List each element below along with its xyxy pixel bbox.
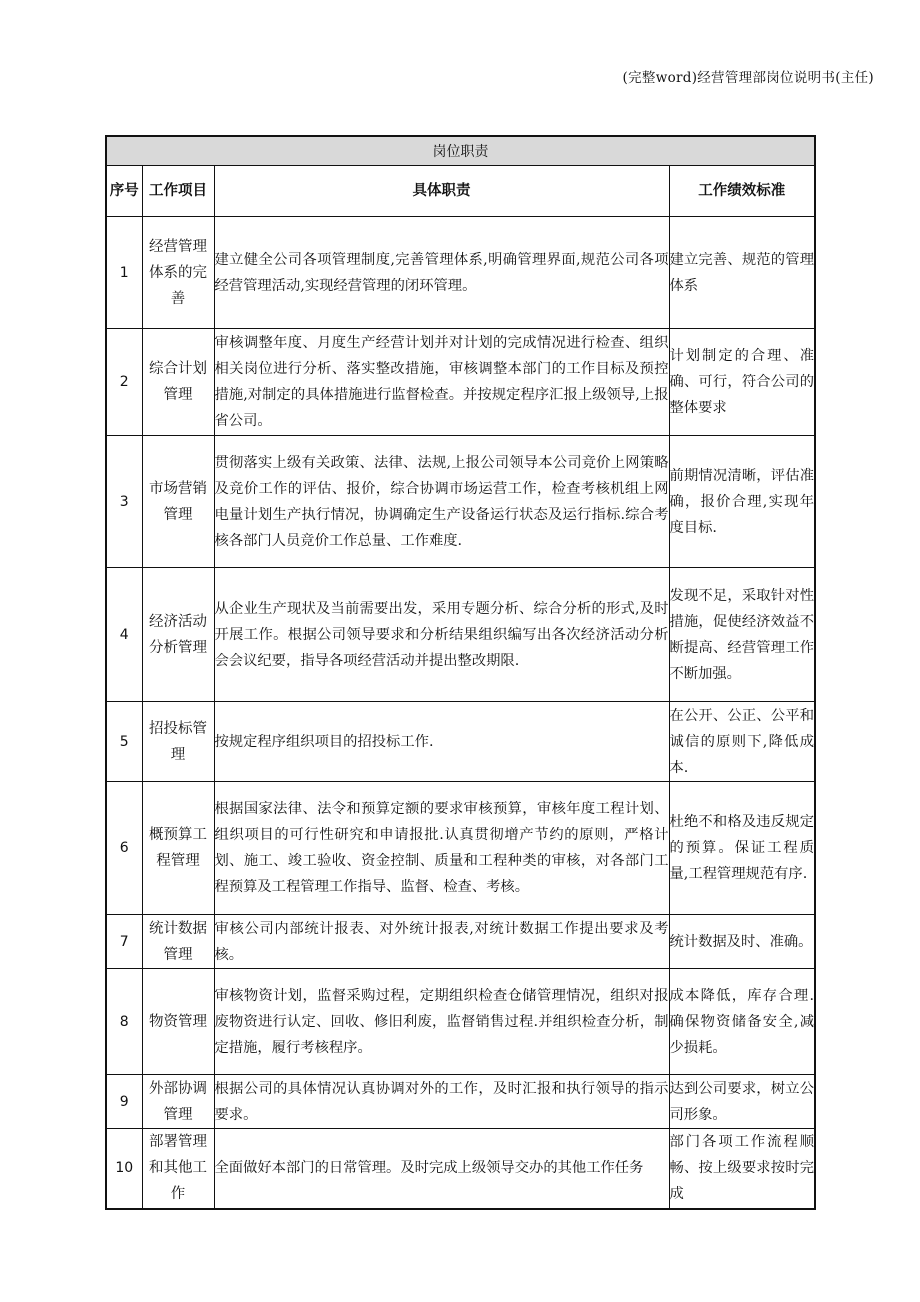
table-row — [106, 1075, 815, 1129]
row-work-item: 部署管理和其他工作 — [142, 1129, 214, 1209]
table-row — [106, 436, 815, 568]
table-row — [106, 568, 815, 702]
row-number: 1 — [106, 217, 142, 329]
row-standard: 建立完善、规范的管理体系 — [669, 217, 815, 329]
row-number: 3 — [106, 436, 142, 568]
row-number: 4 — [106, 568, 142, 702]
row-duty: 建立健全公司各项管理制度,完善管理体系,明确管理界面,规范公司各项经营管理活动,实现经营管理的闭环管理。 — [214, 217, 669, 329]
row-duty: 根据国家法律、法令和预算定额的要求审核预算，审核年度工程计划、组织项目的可行性研究和申请报批.认真贯彻增产节约的原则，严格计划、施工、竣工验收、资金控制、质量和工程种类的审核，对各部门工程预算及工程管理工作指导、监督、检查、考核。 — [214, 782, 669, 915]
row-duty: 根据公司的具体情况认真协调对外的工作，及时汇报和执行领导的指示要求。 — [214, 1075, 669, 1129]
column-header-no: 序号 — [106, 166, 142, 217]
table-row — [106, 782, 815, 915]
row-number: 5 — [106, 702, 142, 782]
row-number: 2 — [106, 329, 142, 436]
row-duty: 按规定程序组织项目的招投标工作. — [214, 702, 669, 782]
table-title: 岗位职责 — [106, 136, 815, 166]
row-standard: 在公开、公正、公平和诚信的原则下,降低成本. — [669, 702, 815, 782]
table-title-row — [106, 136, 815, 166]
table-row — [106, 969, 815, 1075]
row-duty: 从企业生产现状及当前需要出发，采用专题分析、综合分析的形式,及时开展工作。根据公司领导要求和分析结果组织编写出各次经济活动分析会会议纪要，指导各项经营活动并提出整改期限. — [214, 568, 669, 702]
row-duty: 审核调整年度、月度生产经营计划并对计划的完成情况进行检查、组织相关岗位进行分析、落实整改措施，审核调整本部门的工作目标及预控措施,对制定的具体措施进行监督检查。并按规定程序汇报上级领导,上报省公司。 — [214, 329, 669, 436]
row-number: 7 — [106, 915, 142, 969]
row-standard: 前期情况清晰，评估准确，报价合理,实现年度目标. — [669, 436, 815, 568]
job-duties-table — [105, 135, 816, 1210]
row-standard: 统计数据及时、准确。 — [669, 915, 815, 969]
column-header-duty: 具体职责 — [214, 166, 669, 217]
table-row — [106, 915, 815, 969]
row-work-item: 综合计划管理 — [142, 329, 214, 436]
column-header-standard: 工作绩效标准 — [669, 166, 815, 217]
row-work-item: 经济活动分析管理 — [142, 568, 214, 702]
row-work-item: 市场营销管理 — [142, 436, 214, 568]
row-standard: 发现不足，采取针对性措施，促使经济效益不断提高、经营管理工作不断加强。 — [669, 568, 815, 702]
row-work-item: 招投标管理 — [142, 702, 214, 782]
document-header-title: (完整word)经营管理部岗位说明书(主任) — [622, 70, 874, 86]
row-number: 6 — [106, 782, 142, 915]
table-row — [106, 329, 815, 436]
row-number: 9 — [106, 1075, 142, 1129]
row-work-item: 概预算工程管理 — [142, 782, 214, 915]
row-work-item: 经营管理体系的完善 — [142, 217, 214, 329]
row-standard: 成本降低，库存合理.确保物资储备安全,减少损耗。 — [669, 969, 815, 1075]
table-row — [106, 217, 815, 329]
row-duty: 审核物资计划，监督采购过程，定期组织检查仓储管理情况，组织对报废物资进行认定、回收、修旧利废，监督销售过程.并组织检查分析，制定措施，履行考核程序。 — [214, 969, 669, 1075]
row-standard: 达到公司要求，树立公司形象。 — [669, 1075, 815, 1129]
column-header-item: 工作项目 — [142, 166, 214, 217]
row-standard: 计划制定的合理、准确、可行，符合公司的整体要求 — [669, 329, 815, 436]
row-standard: 部门各项工作流程顺畅、按上级要求按时完成 — [669, 1129, 815, 1209]
table-row — [106, 702, 815, 782]
row-duty: 贯彻落实上级有关政策、法律、法规,上报公司领导本公司竞价上网策略及竞价工作的评估、报价，综合协调市场运营工作，检查考核机组上网电量计划生产执行情况，协调确定生产设备运行状态及运行指标.综合考核各部门人员竞价工作总量、工作难度. — [214, 436, 669, 568]
table-header-row — [106, 166, 815, 217]
row-duty: 全面做好本部门的日常管理。及时完成上级领导交办的其他工作任务 — [214, 1129, 669, 1209]
table-row — [106, 1129, 815, 1209]
row-work-item: 外部协调管理 — [142, 1075, 214, 1129]
row-number: 8 — [106, 969, 142, 1075]
row-standard: 杜绝不和格及违反规定的预算。保证工程质量,工程管理规范有序. — [669, 782, 815, 915]
row-work-item: 统计数据管理 — [142, 915, 214, 969]
row-work-item: 物资管理 — [142, 969, 214, 1075]
row-duty: 审核公司内部统计报表、对外统计报表,对统计数据工作提出要求及考核。 — [214, 915, 669, 969]
row-number: 10 — [106, 1129, 142, 1209]
